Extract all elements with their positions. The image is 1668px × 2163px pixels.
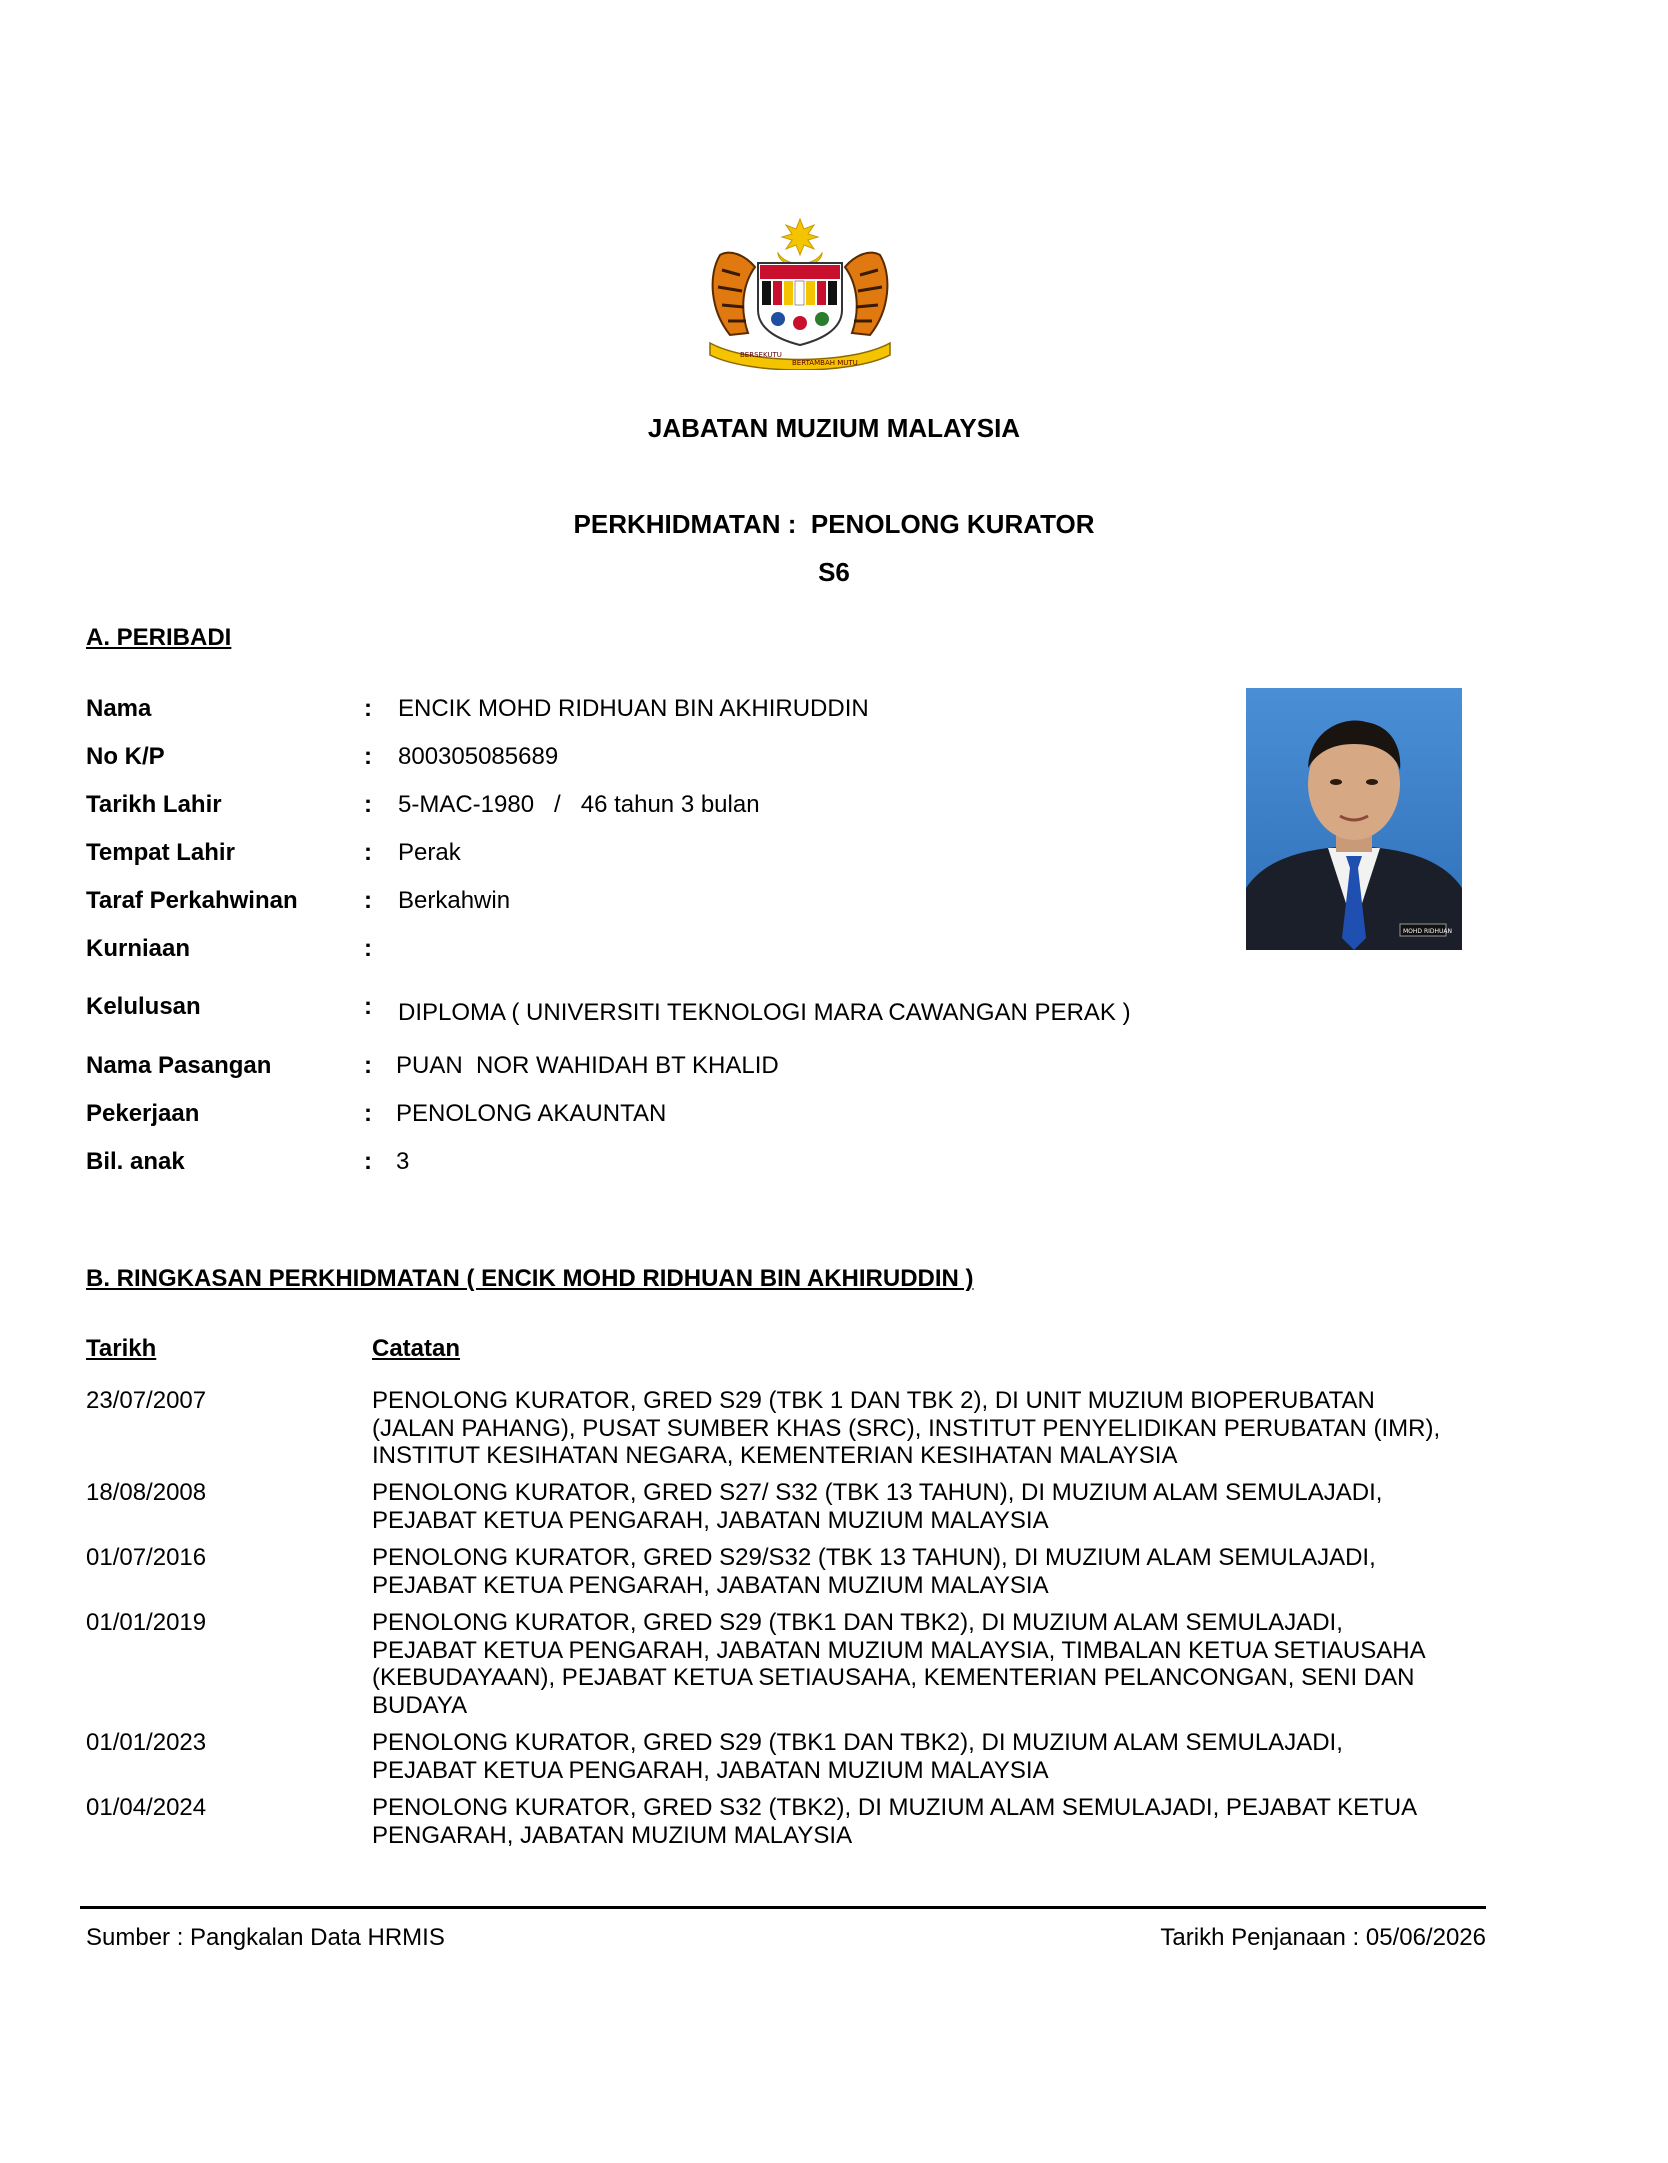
record-note-line: PENOLONG KURATOR, GRED S32 (TBK2), DI MUZIUM ALAM SEMULAJADI, PEJABAT KETUA: [372, 1794, 1418, 1821]
record-note-line: PENOLONG KURATOR, GRED S29 (TBK1 DAN TBK2), DI MUZIUM ALAM SEMULAJADI,: [372, 1609, 1343, 1636]
field-value-pekerjaan: PENOLONG AKAUNTAN: [396, 1100, 667, 1127]
field-value-nama-pasangan: PUAN NOR WAHIDAH BT KHALID: [396, 1052, 779, 1079]
field-value-kelulusan: DIPLOMA ( UNIVERSITI TEKNOLOGI MARA CAWANGAN PERAK ): [398, 999, 1131, 1026]
field-value-bil-anak: 3: [396, 1148, 410, 1175]
record-note-line: PENOLONG KURATOR, GRED S27/ S32 (TBK 13 TAHUN), DI MUZIUM ALAM SEMULAJADI,: [372, 1479, 1383, 1506]
coat-of-arms-icon: [700, 215, 900, 370]
field-colon: :: [364, 791, 372, 818]
record-note-line: PEJABAT KETUA PENGARAH, JABATAN MUZIUM MALAYSIA, TIMBALAN KETUA SETIAUSAHA: [372, 1636, 1426, 1664]
field-label-tarikh-lahir: Tarikh Lahir: [86, 791, 222, 818]
record-note-line: PEJABAT KETUA PENGARAH, JABATAN MUZIUM MALAYSIA: [372, 1756, 1049, 1784]
record-note-line: PEJABAT KETUA PENGARAH, JABATAN MUZIUM MALAYSIA: [372, 1571, 1049, 1599]
record-note-line: PEJABAT KETUA PENGARAH, JABATAN MUZIUM MALAYSIA: [372, 1506, 1049, 1534]
field-value-tarikh-lahir: 5-MAC-1980 / 46 tahun 3 bulan: [398, 791, 760, 818]
section-a-title: A. PERIBADI: [86, 624, 232, 651]
field-value-nama: ENCIK MOHD RIDHUAN BIN AKHIRUDDIN: [398, 695, 869, 722]
field-value-taraf-perkahwinan: Berkahwin: [398, 887, 511, 914]
service-label: PERKHIDMATAN :: [573, 509, 797, 539]
crest-motto-right: BERTAMBAH MUTU: [792, 359, 858, 367]
record-date: 01/01/2023: [86, 1729, 207, 1756]
footer-source: Sumber : Pangkalan Data HRMIS: [86, 1924, 445, 1951]
crest-motto-left: BERSEKUTU: [740, 351, 782, 359]
field-label-bil-anak: Bil. anak: [86, 1148, 185, 1175]
portrait-photo: [1246, 688, 1462, 950]
record-note: [372, 1729, 1462, 1784]
department-title: JABATAN MUZIUM MALAYSIA: [647, 413, 1021, 443]
field-label-nama-pasangan: Nama Pasangan: [86, 1052, 272, 1079]
record-date: 18/08/2008: [86, 1479, 207, 1506]
record-note-line: BUDAYA: [372, 1691, 468, 1719]
field-label-kelulusan: Kelulusan: [86, 993, 201, 1020]
field-label-nama: Nama: [86, 695, 152, 722]
record-note-line: INSTITUT KESIHATAN NEGARA, KEMENTERIAN KESIHATAN MALAYSIA: [372, 1442, 1178, 1469]
field-colon: :: [364, 935, 372, 962]
field-colon: :: [364, 1100, 372, 1127]
record-date: 23/07/2007: [86, 1387, 207, 1414]
field-label-no-kp: No K/P: [86, 743, 165, 770]
column-header-tarikh: Tarikh: [86, 1335, 157, 1362]
field-colon: :: [364, 1052, 372, 1079]
record-date: 01/07/2016: [86, 1544, 207, 1571]
field-colon: :: [364, 695, 372, 722]
field-label-kurniaan: Kurniaan: [86, 935, 191, 962]
field-colon: :: [364, 743, 372, 770]
record-note-line: (KEBUDAYAAN), PEJABAT KETUA SETIAUSAHA, KEMENTERIAN PELANCONGAN, SENI DAN: [372, 1664, 1415, 1691]
field-colon: :: [364, 993, 372, 1020]
record-note: [372, 1609, 1462, 1719]
record-date: 01/01/2019: [86, 1609, 207, 1636]
column-header-catatan: Catatan: [372, 1335, 461, 1362]
service-line: [0, 509, 1668, 540]
service-value: PENOLONG KURATOR: [810, 509, 1095, 539]
field-value-no-kp: 800305085689: [398, 743, 559, 770]
footer-divider: [80, 1906, 1486, 1909]
field-label-pekerjaan: Pekerjaan: [86, 1100, 200, 1127]
record-note: [372, 1544, 1462, 1599]
field-label-taraf-perkahwinan: Taraf Perkahwinan: [86, 887, 298, 914]
record-note-line: (JALAN PAHANG), PUSAT SUMBER KHAS (SRC), INSTITUT PENYELIDIKAN PERUBATAN (IMR),: [372, 1414, 1441, 1442]
record-note-line: PENOLONG KURATOR, GRED S29 (TBK 1 DAN TBK 2), DI UNIT MUZIUM BIOPERUBATAN: [372, 1387, 1375, 1414]
field-label-tempat-lahir: Tempat Lahir: [86, 839, 235, 866]
record-note-line: PENOLONG KURATOR, GRED S29 (TBK1 DAN TBK2), DI MUZIUM ALAM SEMULAJADI,: [372, 1729, 1343, 1756]
field-value-tempat-lahir: Perak: [398, 839, 461, 866]
record-note: [372, 1387, 1462, 1470]
record-note: [372, 1794, 1462, 1849]
grade-title: S6: [818, 557, 850, 587]
field-colon: :: [364, 1148, 372, 1175]
field-colon: :: [364, 839, 372, 866]
record-note-line: PENOLONG KURATOR, GRED S29/S32 (TBK 13 TAHUN), DI MUZIUM ALAM SEMULAJADI,: [372, 1544, 1376, 1571]
record-note-line: PENGARAH, JABATAN MUZIUM MALAYSIA: [372, 1821, 853, 1849]
record-date: 01/04/2024: [86, 1794, 207, 1821]
photo-nametag: MOHD RIDHUAN: [1403, 928, 1452, 935]
coat-of-arms-logo: [700, 215, 900, 370]
field-colon: :: [364, 887, 372, 914]
person-photo-icon: [1246, 688, 1462, 950]
footer-generated-date: Tarikh Penjanaan : 05/06/2026: [1160, 1924, 1486, 1951]
section-b-title: B. RINGKASAN PERKHIDMATAN ( ENCIK MOHD RIDHUAN BIN AKHIRUDDIN ): [86, 1265, 974, 1292]
record-note: [372, 1479, 1462, 1534]
